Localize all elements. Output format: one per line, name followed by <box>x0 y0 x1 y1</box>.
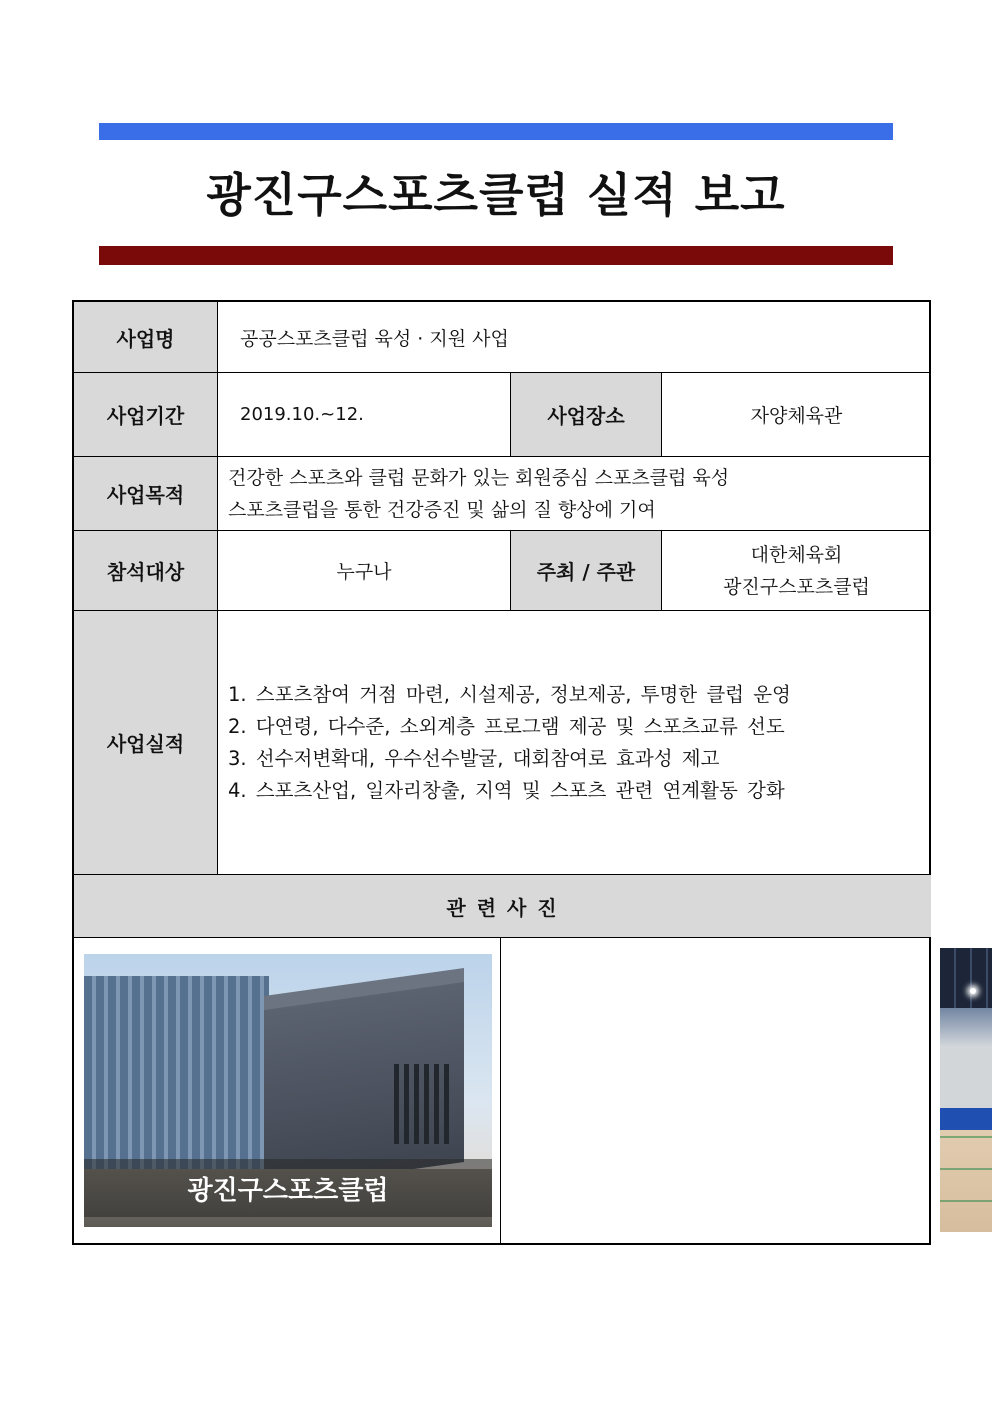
business-name-value: 공공스포츠클럽 육성 · 지원 사업 <box>217 302 931 372</box>
ceiling-light <box>970 988 976 994</box>
bottom-accent-bar <box>99 246 893 265</box>
participants-label: 참석대상 <box>74 530 217 610</box>
purpose-line: 스포츠클럽을 통한 건강증진 및 삶의 질 향상에 기여 <box>228 498 656 521</box>
performance-label: 사업실적 <box>74 610 217 874</box>
top-accent-bar <box>99 123 893 140</box>
performance-item: 3. 선수저변확대, 우수선수발굴, 대회참여로 효과성 제고 <box>228 746 720 770</box>
photo-cell-left <box>74 937 500 1243</box>
gym-wall-padding <box>940 1108 992 1130</box>
building-slats <box>394 1064 454 1144</box>
location-label: 사업장소 <box>510 372 661 456</box>
photo-cell-right <box>500 937 931 1243</box>
period-value: 2019.10.~12. <box>217 372 510 456</box>
photo-caption: 광진구스포츠클럽 <box>84 1159 492 1217</box>
location-value: 자양체육관 <box>661 372 931 456</box>
host-value <box>661 530 931 610</box>
glass-facade <box>84 976 269 1186</box>
performance-item: 1. 스포츠참여 거점 마련, 시설제공, 정보제공, 투명한 클럽 운영 <box>228 682 791 706</box>
host-line: 광진구스포츠클럽 <box>723 575 870 598</box>
business-name-label: 사업명 <box>74 302 217 372</box>
performance-value <box>217 610 931 874</box>
host-line: 대한체육회 <box>750 543 843 566</box>
purpose-line: 건강한 스포츠와 클럽 문화가 있는 회원중심 스포츠클럽 육성 <box>228 466 730 489</box>
performance-item: 4. 스포츠산업, 일자리창출, 지역 및 스포츠 관련 연계활동 강화 <box>228 778 785 802</box>
participants-value: 누구나 <box>217 530 510 610</box>
photos-header: 관 련 사 진 <box>74 874 931 937</box>
report-table <box>72 300 931 1245</box>
court-lines <box>940 1130 992 1232</box>
gym-photo <box>940 948 992 1232</box>
building-photo <box>84 954 492 1227</box>
performance-item: 2. 다연령, 다수준, 소외계층 프로그램 제공 및 스포츠교류 선도 <box>228 714 785 738</box>
gym-ceiling <box>940 948 992 1008</box>
host-label: 주최 / 주관 <box>510 530 661 610</box>
purpose-value <box>217 456 931 530</box>
purpose-label: 사업목적 <box>74 456 217 530</box>
period-label: 사업기간 <box>74 372 217 456</box>
page-title: 광진구스포츠클럽 실적 보고 <box>206 168 786 222</box>
